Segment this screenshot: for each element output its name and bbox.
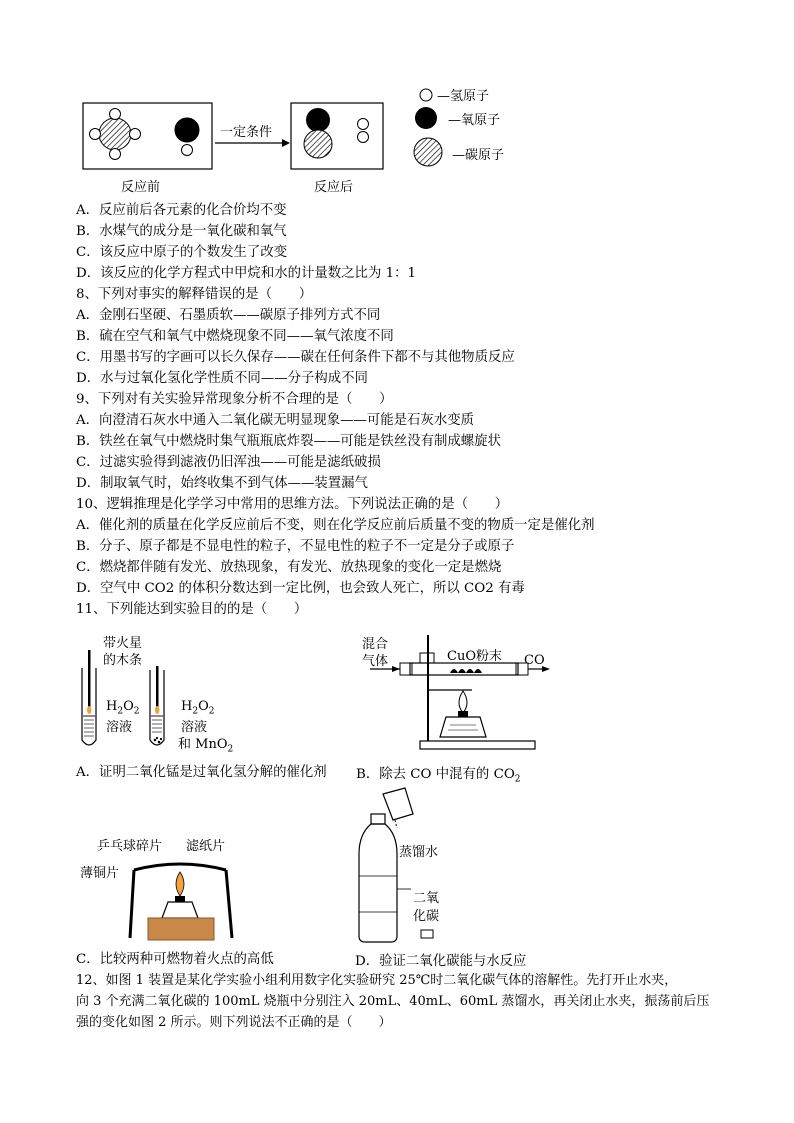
co-o-atom xyxy=(306,108,330,132)
q10-option-b: B．分子、原子都是不显电性的粒子，不显电性的粒子不一定是分子或原子 xyxy=(76,539,515,554)
q7-option-a: A．反应前后各元素的化合价均不变 xyxy=(76,203,287,218)
water-o-atom xyxy=(175,118,199,142)
fig-c-pingpong-label: 乒乓球碎片 xyxy=(97,839,163,854)
before-caption: 反应前 xyxy=(121,180,161,195)
fig-d-gas-label-2: 化碳 xyxy=(413,909,440,924)
q10-option-c: C．燃烧都伴随有发光、放热现象，有发光、放热现象的变化一定是燃烧 xyxy=(76,560,502,575)
after-caption: 反应后 xyxy=(314,180,354,195)
legend-h-icon xyxy=(420,89,432,101)
fig-b-caption: B．除去 CO 中混有的 $CO_2$ xyxy=(356,767,521,785)
q8-option-d: D．水与过氧化氢化学性质不同——分子构成不同 xyxy=(76,371,368,386)
legend-o-icon xyxy=(415,107,437,129)
legend-c-icon xyxy=(414,138,442,166)
fig-a-splint-label-2: 的木条 xyxy=(103,653,143,668)
fig-a-tube2-formula: $H_2O_2$ xyxy=(181,699,215,717)
fig-a-tube2-solution: 溶液 xyxy=(181,720,208,735)
q7-option-c: C．该反应中原子的个数发生了改变 xyxy=(76,245,288,260)
q12-line-3: 强的变化如图 2 所示。则下列说法不正确的是（ ） xyxy=(76,1015,392,1030)
q9-option-d: D．制取氧气时，始终收集不到气体——装置漏气 xyxy=(76,476,368,491)
fig-d-caption: D．验证二氧化碳能与水反应 xyxy=(355,954,527,969)
q8-option-c: C．用墨书写的字画可以长久保存——碳在任何条件下都不与其他物质反应 xyxy=(76,350,515,365)
legend-h-label: —氢原子 xyxy=(437,89,490,104)
q9-stem: 9、下列对有关实验异常现象分析不合理的是（ ） xyxy=(76,392,393,407)
legend-c-label: —碳原子 xyxy=(452,148,505,163)
fig-b-gas-label-2: 气体 xyxy=(362,654,389,669)
q12-line-2: 向 3 个充满二氧化碳的 100mL 烧瓶中分别注入 20mL、40mL、60mL 蒸馏水，再关闭止水夹，振荡前后压 xyxy=(76,994,710,1009)
fig-d-gas-label-1: 二氧 xyxy=(413,891,440,906)
fig-c-copper-label: 薄铜片 xyxy=(80,866,120,881)
fig-a-caption: A．证明二氧化锰是过氧化氢分解的催化剂 xyxy=(76,765,327,780)
q7-option-b: B．水煤气的成分是一氧化碳和氧气 xyxy=(76,224,287,239)
fig-b-gas-label-1: 混合 xyxy=(362,637,389,652)
q8-option-b: B．硫在空气和氧气中燃烧现象不同——氧气浓度不同 xyxy=(76,329,394,344)
q8-stem: 8、下列对事实的解释错误的是（ ） xyxy=(76,287,313,302)
q12-line-1: 12、如图 1 装置是某化学实验小组利用数字化实验研究 25℃时二氧化碳气体的溶解性。先打开止水夹， xyxy=(76,973,678,988)
q9-option-a: A．向澄清石灰水中通入二氧化碳无明显现象——可能是石灰水变质 xyxy=(76,413,474,428)
figure-c-copper-sheet xyxy=(120,850,240,945)
condition-label: 一定条件 xyxy=(220,125,273,140)
fig-a-tube1-solution: 溶液 xyxy=(106,720,133,735)
q9-option-b: B．铁丝在氧气中燃烧时集气瓶瓶底炸裂——可能是铁丝没有制成螺旋状 xyxy=(76,434,501,449)
legend-o-label: —氧原子 xyxy=(448,113,501,128)
q7-option-d: D．该反应的化学方程式中甲烷和水的计量数之比为 1：1 xyxy=(76,266,417,281)
co-c-atom xyxy=(304,130,332,158)
methane-c-atom xyxy=(99,118,131,150)
q11-stem: 11、下列能达到实验目的的是（ ） xyxy=(76,602,308,617)
q10-option-a: A．催化剂的质量在化学反应前后不变，则在化学反应前后质量不变的物质一定是催化剂 xyxy=(76,518,595,533)
fig-a-tube1-formula: $H_2O_2$ xyxy=(106,699,140,717)
fig-c-caption: C．比较两种可燃物着火点的高低 xyxy=(76,952,274,967)
fig-d-water-label: 蒸馏水 xyxy=(399,845,439,860)
fig-a-tube2-catalyst: 和 MnO$_2$ xyxy=(178,737,234,755)
q8-option-a: A．金刚石坚硬、石墨质软——碳原子排列方式不同 xyxy=(76,308,381,323)
fig-b-powder-label: CuO粉末 xyxy=(447,649,502,664)
fig-a-splint-label-1: 带火星 xyxy=(103,636,143,651)
fig-c-filter-label: 滤纸片 xyxy=(186,839,226,854)
after-box xyxy=(291,103,383,169)
fig-b-outlet-label: CO xyxy=(524,653,545,668)
q9-option-c: C．过滤实验得到滤液仍旧浑浊——可能是滤纸破损 xyxy=(76,455,381,470)
q10-option-d: D．空气中 CO2 的体积分数达到一定比例，也会致人死亡，所以 CO2 有毒 xyxy=(76,581,525,596)
q10-stem: 10、逻辑推理是化学学习中常用的思维方法。下列说法正确的是（ ） xyxy=(76,497,509,512)
